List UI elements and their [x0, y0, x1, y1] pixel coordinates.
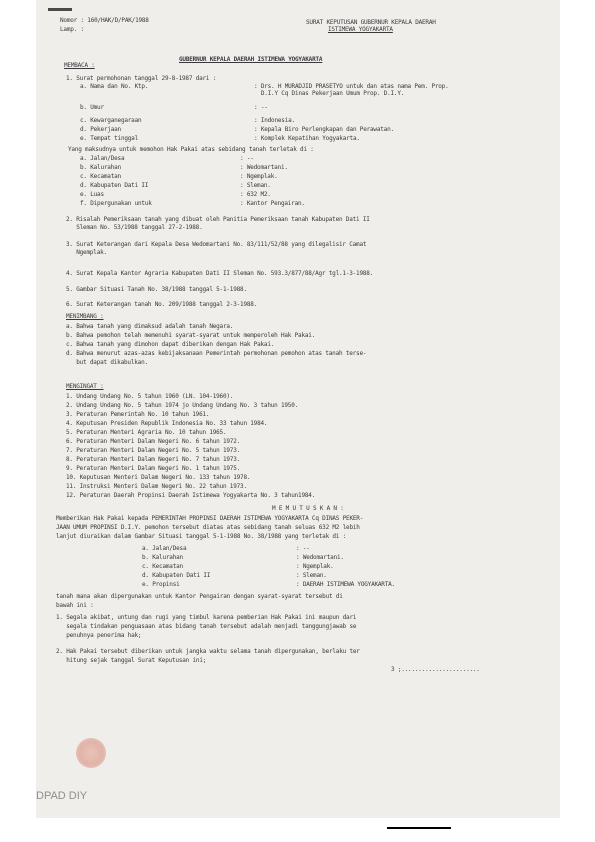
memutuskan-para: lanjut diuraikan dalam Gambar Situasi tanggal 5-1-1988 No. 38/1988 yang terletak di :	[56, 533, 347, 540]
condition-item: segala tindakan penguasaan atas bidang tanah tersebut adalah menjadi tanggungjawab se	[56, 623, 357, 630]
menimbang-item: d. Bahwa menurut azas-azas kebijaksanaan Pemerintah permohonan pemohon atas tanah terse-	[66, 350, 367, 357]
memutuskan-para: JAAN UMUM PROPINSI D.I.Y. pemohon tersebut diatas atas sebidang tanah seluas 632 M2 lebih	[56, 524, 360, 531]
memutuskan-para: Memberikan Hak Pakai kepada PEMERINTAH PROPINSI DAERAH ISTIMEWA YOGYAKARTA Cq DINAS PEKER-	[56, 515, 364, 522]
mengingat-item: 10. Keputusan Menteri Dalam Negeri No. 133 tahun 1978.	[66, 474, 251, 481]
menimbang-heading: MENIMBANG :	[66, 313, 104, 320]
mengingat-item: 2. Undang Undang No. 5 tahun 1974 jo Undang Undang No. 3 tahun 1950.	[66, 402, 299, 409]
watermark: DPAD DIY	[36, 790, 88, 802]
tanah-para: bawah ini :	[56, 602, 94, 609]
memutuskan-heading: M E M U T U S K A N :	[272, 505, 344, 512]
membaca-item-1: 1. Surat permohonan tanggal 29-8-1987 dari :	[66, 75, 217, 82]
menimbang-item: but dapat dikabulkan.	[66, 359, 148, 366]
membaca-item: Sleman No. 53/1988 tanggal 27-2-1988.	[66, 224, 203, 231]
mengingat-heading: MENGINGAT :	[66, 383, 104, 390]
staple-mark	[48, 8, 72, 11]
membaca-item: Ngemplak.	[66, 249, 107, 256]
seal-stamp	[76, 738, 106, 768]
document-title: GUBERNUR KEPALA DAERAH ISTIMEWA YOGYAKARTA	[179, 56, 323, 63]
mengingat-item: 4. Keputusan Presiden Republik Indonesia No. 33 tahun 1984.	[66, 420, 268, 427]
mengingat-item: 1. Undang Undang No. 5 tahun 1960 (LN. 104-1960).	[66, 393, 234, 400]
menimbang-item: b. Bahwa pemohon telah memenuhi syarat-syarat untuk memperoleh Hak Pakai.	[66, 332, 316, 339]
mengingat-item: 8. Peraturan Menteri Dalam Negeri No. 7 tahun 1973.	[66, 456, 241, 463]
mengingat-item: 11. Instruksi Menteri Dalam Negeri No. 22 tahun 1973.	[66, 483, 247, 490]
mengingat-item: 9. Peraturan Menteri Dalam Negeri No. 1 tahun 1975.	[66, 465, 241, 472]
maksud-line: Yang maksudnya untuk memohon Hak Pakai atas sebidang tanah terletak di :	[68, 146, 314, 153]
mengingat-item: 5. Peraturan Menteri Agraria No. 10 tahun 1965.	[66, 429, 227, 436]
mengingat-item: 6. Peraturan Menteri Dalam Negeri No. 6 tahun 1972.	[66, 438, 241, 445]
condition-item: penuhnya penerima hak;	[56, 632, 142, 639]
continued-marker: 3 ;.......................	[391, 666, 480, 673]
authority-line-1: SURAT KEPUTUSAN GUBERNUR KEPALA DAERAH	[306, 19, 436, 26]
mengingat-item: 12. Peraturan Daerah Propinsi Daerah Istimewa Yogyakarta No. 3 tahun1984.	[66, 492, 316, 499]
condition-item: 2. Hak Pakai tersebut diberikan untuk jangka waktu selama tanah dipergunakan, berlaku ter	[56, 648, 360, 655]
membaca-item: 4. Surat Kepala Kantor Agraria Kabupaten Dati II Sleman No. 593.3/877/88/Agr tgl.1-3-1988.	[66, 270, 374, 277]
membaca-item: 2. Risalah Pemeriksaan tanah yang dibuat oleh Panitia Pemeriksaan tanah Kabupaten Dati II	[66, 216, 370, 223]
document-page: Nomor : 160/HAK/D/PAK/1988 Lamp. : SURAT KEPUTUSAN GUBERNUR KEPALA DAERAH ISTIMEWA YOGYAKARTA GUBERNUR KEPALA DAERAH ISTIMEWA YOGYAKARTA MEMBACA : 1. Surat permohonan tanggal 29-8-1987 dari : a. Nama dan No. Ktp. : Drs. H MURADJID PRASETYO untuk dan atas nama Pem. Prop. D.I.Y Cq Dinas Pekerjaan Umum Prop. D.I.Y. b. Umur : -- c. Kewarganegaraan : Indonesia. d. Pekerjaan : Kepala Biro Perlengkapan dan Perawatan. e. Tempat tinggal : Komplek Kepatihan Yogyakarta. Yang maksudnya untuk memohon Hak Pakai atas sebidang tanah terletak di : a. Jalan/Desa : -- b. Kalurahan : Wedomartani. c. Kecamatan : Ngemplak. d. Kabupaten Dati II : Sleman. e. Luas : 632 M2. f. Dipergunakan untuk : Kantor Pengairan. 2. Risalah Pemeriksaan tanah yang dibuat oleh Panitia Pemeriksaan tanah Kabupaten Dati II Sleman No. 53/1988 tanggal 27-2-1988. 3. Surat Keterangan dari Kepala Desa Wedomartani No. 83/111/52/88 yang dilegalisir Camat Ngemplak. 4. Surat Kepala Kantor Agraria Kabupaten Dati II Sleman No. 593.3/877/88/Agr tgl.1-3-1988. 5. Gambar Situasi Tanah No. 38/1988 tanggal 5-1-1988. 6. Surat Keterangan tanah No. 209/1988 tanggal 2-3-1988. MENIMBANG : a. Bahwa tanah yang dimaksud adalah tanah Negara. b. Bahwa pemohon telah memenuhi syarat-syarat untuk memperoleh Hak Pakai. c. Bahwa tanah yang dimohon dapat diberikan dengan Hak Pakai. d. Bahwa menurut azas-azas kebijaksanaan Pemerintah permohonan pemohon atas tanah terse- but dapat dikabulkan. MENGINGAT : 1. Undang Undang No. 5 tahun 1960 (LN. 104-1960). 2. Undang Undang No. 5 tahun 1974 jo Undang Undang No. 3 tahun 1950. 3. Peraturan Pemerintah No. 10 tahun 1961. 4. Keputusan Presiden Republik Indonesia No. 33 tahun 1984. 5. Peraturan Menteri Agraria No. 10 tahun 1965. 6. Peraturan Menteri Dalam Negeri No. 6 tahun 1972. 7. Peraturan Menteri Dalam Negeri No. 5 tahun 1973. 8. Peraturan Menteri Dalam Negeri No. 7 tahun 1973. 9. Peraturan Menteri Dalam Negeri No. 1 tahun 1975. 10. Keputusan Menteri Dalam Negeri No. 133 tahun 1978. 11. Instruksi Menteri Dalam Negeri No. 22 tahun 1973. 12. Peraturan Daerah Propinsi Daerah Istimewa Yogyakarta No. 3 tahun1984. M E M U T U S K A N : Memberikan Hak Pakai kepada PEMERINTAH PROPINSI DAERAH ISTIMEWA YOGYAKARTA Cq DINAS PEKER- JAAN UMUM PROPINSI D.I.Y. pemohon tersebut diatas atas sebidang tanah seluas 632 M2 lebih lanjut diuraikan dalam Gambar Situasi tanggal 5-1-1988 No. 38/1988 yang terletak di : a. Jalan/Desa : -- b. Kalurahan : Wedomartani. c. Kecamatan : Ngemplak. d. Kabupaten Dati II : Sleman. e. Propinsi : DAERAH ISTIMEWA YOGYAKARTA. tanah mana akan dipergunakan untuk Kantor Pengairan dengan syarat-syarat tersebut di bawah ini : 1. Segala akibat, untung dan rugi yang timbul karena pemberian Hak Pakai ini maupun dari segala tindakan penguasaan atas bidang tanah tersebut adalah menjadi tanggungjawab se penuhnya penerima hak; 2. Hak Pakai tersebut diberikan untuk jangka waktu selama tanah dipergunakan, berlaku ter hitung sejak tanggal Surat Keputusan ini; 3 ;....................... DPAD DIY	[36, 0, 560, 818]
condition-item: 1. Segala akibat, untung dan rugi yang timbul karena pemberian Hak Pakai ini maupun dari	[56, 614, 357, 621]
membaca-item: 3. Surat Keterangan dari Kepala Desa Wedomartani No. 83/111/52/88 yang dilegalisir Camat	[66, 241, 367, 248]
condition-item: hitung sejak tanggal Surat Keputusan ini;	[56, 657, 207, 664]
bottom-rule	[387, 827, 451, 829]
tanah-para: tanah mana akan dipergunakan untuk Kantor Pengairan dengan syarat-syarat tersebut di	[56, 593, 343, 600]
lampiran-line: Lamp. :	[60, 26, 84, 33]
menimbang-item: c. Bahwa tanah yang dimohon dapat diberikan dengan Hak Pakai.	[66, 341, 275, 348]
membaca-item: 5. Gambar Situasi Tanah No. 38/1988 tanggal 5-1-1988.	[66, 286, 247, 293]
mengingat-item: 3. Peraturan Pemerintah No. 10 tahun 1961.	[66, 411, 210, 418]
authority-line-2: ISTIMEWA YOGYAKARTA	[328, 26, 393, 33]
membaca-item: 6. Surat Keterangan tanah No. 209/1988 tanggal 2-3-1988.	[66, 301, 258, 308]
mengingat-item: 7. Peraturan Menteri Dalam Negeri No. 5 tahun 1973.	[66, 447, 241, 454]
nomor-line: Nomor : 160/HAK/D/PAK/1988	[60, 17, 149, 24]
membaca-heading: MEMBACA :	[64, 62, 95, 69]
menimbang-item: a. Bahwa tanah yang dimaksud adalah tanah Negara.	[66, 323, 234, 330]
